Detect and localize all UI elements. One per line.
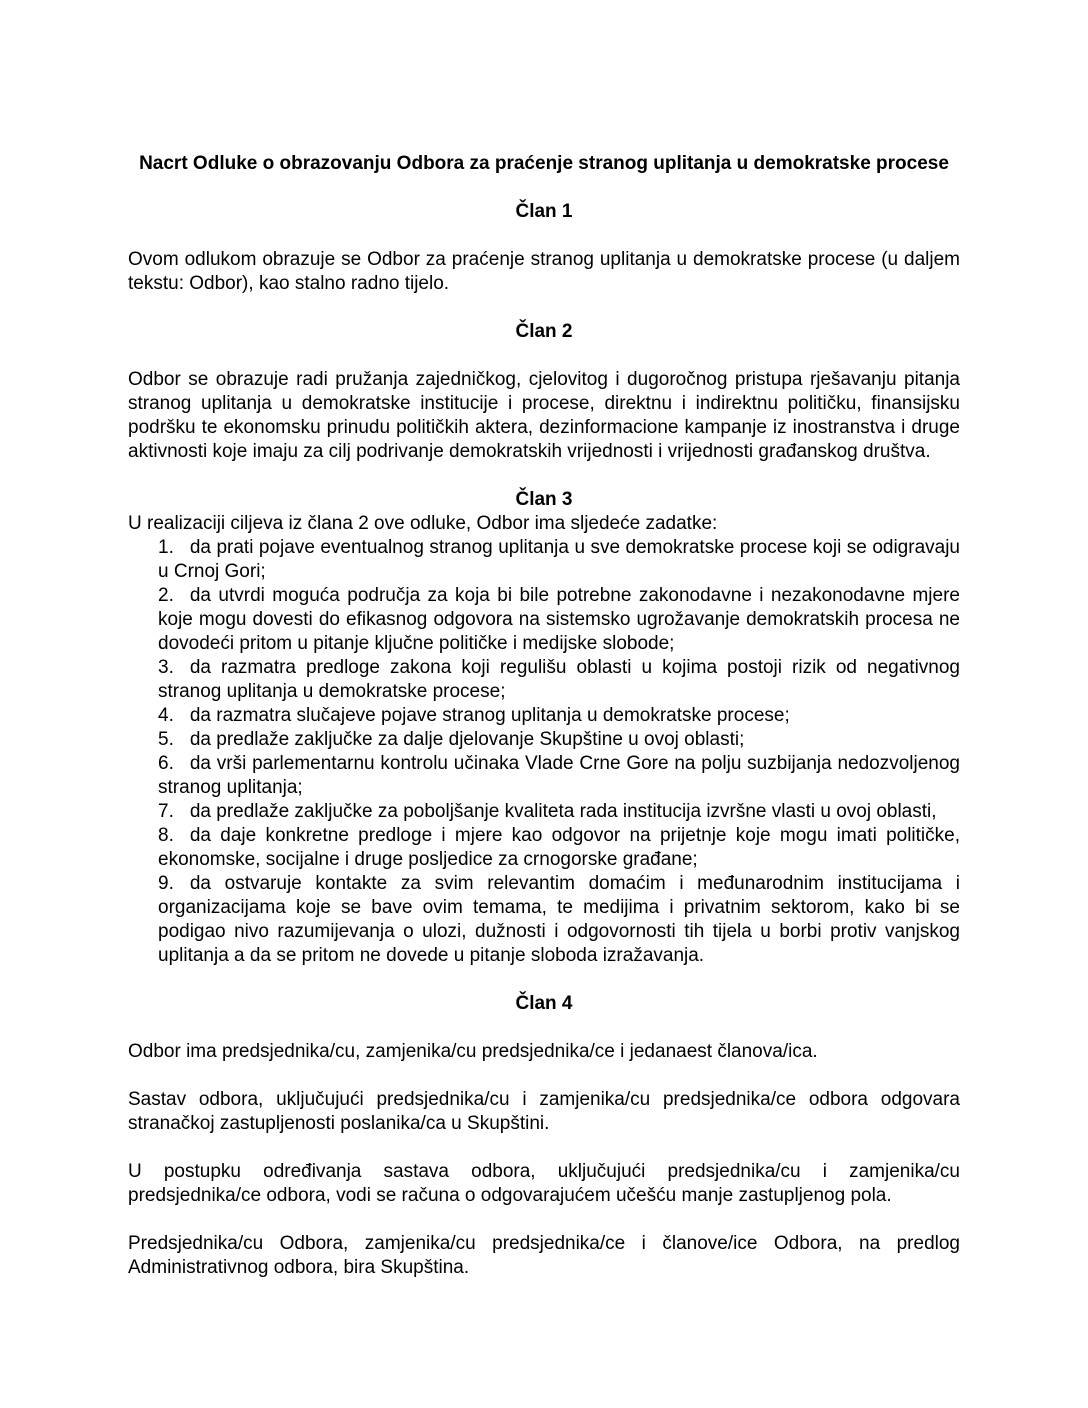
task-item-8-number: 8. (158, 825, 174, 846)
document-title: Nacrt Odluke o obrazovanju Odbora za praćenje stranog uplitanja u demokratske procese (139, 153, 949, 174)
article-3-intro: U realizaciji ciljeva iz člana 2 ove odluke, Odbor ima sljedeće zadatke: (128, 513, 718, 534)
task-item-9-number: 9. (158, 873, 174, 894)
task-item-2-number: 2. (158, 585, 174, 606)
article-4-paragraph-4: Predsjednika/cu Odbora, zamjenika/cu predsjednika/ce i članove/ice Odbora, na predlog Administrativnog odbora, bira Skupština. (128, 1233, 960, 1278)
article-4-paragraph-1: Odbor ima predsjednika/cu, zamjenika/cu predsjednika/ce i jedanaest članova/ica. (128, 1041, 818, 1062)
article-4-paragraph-2: Sastav odbora, uključujući predsjednika/cu i zamjenika/cu predsjednika/ce odbora odgovara stranačkoj zastupljenosti poslanika/ca u Skupštini. (128, 1089, 960, 1134)
article-1-paragraph-1: Ovom odlukom obrazuje se Odbor za praćenje stranog uplitanja u demokratske procese (u daljem tekstu: Odbor), kao stalno radno tijelo. (128, 249, 960, 294)
article-2-heading: Član 2 (515, 321, 573, 342)
task-item-7-text: da predlaže zaključke za poboljšanje kvaliteta rada institucija izvršne vlasti u ovoj oblasti, (189, 801, 937, 822)
task-item-5-number: 5. (158, 729, 174, 750)
task-item-3-text: da razmatra predloge zakona koji regulišu oblasti u kojima postoji rizik od negativnog stranog uplitanja u demokratske procese; (158, 657, 960, 702)
task-item-9-text: da ostvaruje kontakte za svim relevantim domaćim i međunarodnim institucijama i organizacijama koje se bave ovim temama, te medijima i privatnim sektorom, kako bi se podigao nivo razumijevanja o ulozi, dužnosti i odgovornosti tih tijela u borbi protiv vanjskog uplitanja a da se pritom ne dovede u pitanje sloboda izražavanja. (158, 873, 960, 966)
article-2-paragraph-1: Odbor se obrazuje radi pružanja zajedničkog, cjelovitog i dugoročnog pristupa rješavanju pitanja stranog uplitanja u demokratske institucije i procese, direktnu i indirektnu političku, finansijsku podršku te ekonomsku prinudu političkih aktera, dezinformacione kampanje iz inostranstva i druge aktivnosti koje imaju za cilj podrivanje demokratskih vrijednosti i vrijednosti građanskog društva. (128, 369, 960, 462)
article-4-paragraph-3: U postupku određivanja sastava odbora, uključujući predsjednika/cu i zamjenika/cu predsjednika/ce odbora, vodi se računa o odgovarajućem učešću manje zastupljenog pola. (128, 1161, 960, 1206)
task-item-1-number: 1. (158, 537, 174, 558)
task-item-5-text: da predlaže zaključke za dalje djelovanje Skupštine u ovoj oblasti; (189, 729, 745, 750)
task-item-9 (128, 872, 960, 968)
task-item-8 (128, 824, 960, 872)
task-item-4-number: 4. (158, 705, 174, 726)
task-item-2-text: da utvrdi moguća područja za koja bi bile potrebne zakonodavne i nezakonodavne mjere koje mogu dovesti do efikasnog odgovora na sistemsko ugrožavanje demokratskih procesa ne dovodeći pritom u pitanje ključne političke i medijske slobode; (158, 585, 960, 654)
task-item-6-text: da vrši parlementarnu kontrolu učinaka Vlade Crne Gore na polju suzbijanja nedozvoljenog stranog uplitanja; (158, 753, 960, 798)
task-item-1 (128, 536, 960, 584)
article-1-heading: Član 1 (515, 201, 573, 222)
task-item-8-text: da daje konkretne predloge i mjere kao odgovor na prijetnje koje mogu imati političke, ekonomske, socijalne i druge posljedice za crnogorske građane; (158, 825, 960, 870)
task-item-2 (128, 584, 960, 656)
task-item-3 (128, 656, 960, 704)
task-item-4 (128, 704, 960, 728)
task-item-7 (128, 800, 960, 824)
article-3-heading: Član 3 (515, 489, 573, 510)
task-item-7-number: 7. (158, 801, 174, 822)
task-item-1-text: da prati pojave eventualnog stranog uplitanja u sve demokratske procese koji se odigravaju u Crnoj Gori; (158, 537, 960, 582)
task-item-5 (128, 728, 960, 752)
task-item-6 (128, 752, 960, 800)
task-list (128, 536, 960, 968)
task-item-6-number: 6. (158, 753, 174, 774)
article-4-heading: Član 4 (515, 993, 573, 1014)
task-item-4-text: da razmatra slučajeve pojave stranog uplitanja u demokratske procese; (189, 705, 790, 726)
task-item-3-number: 3. (158, 657, 174, 678)
